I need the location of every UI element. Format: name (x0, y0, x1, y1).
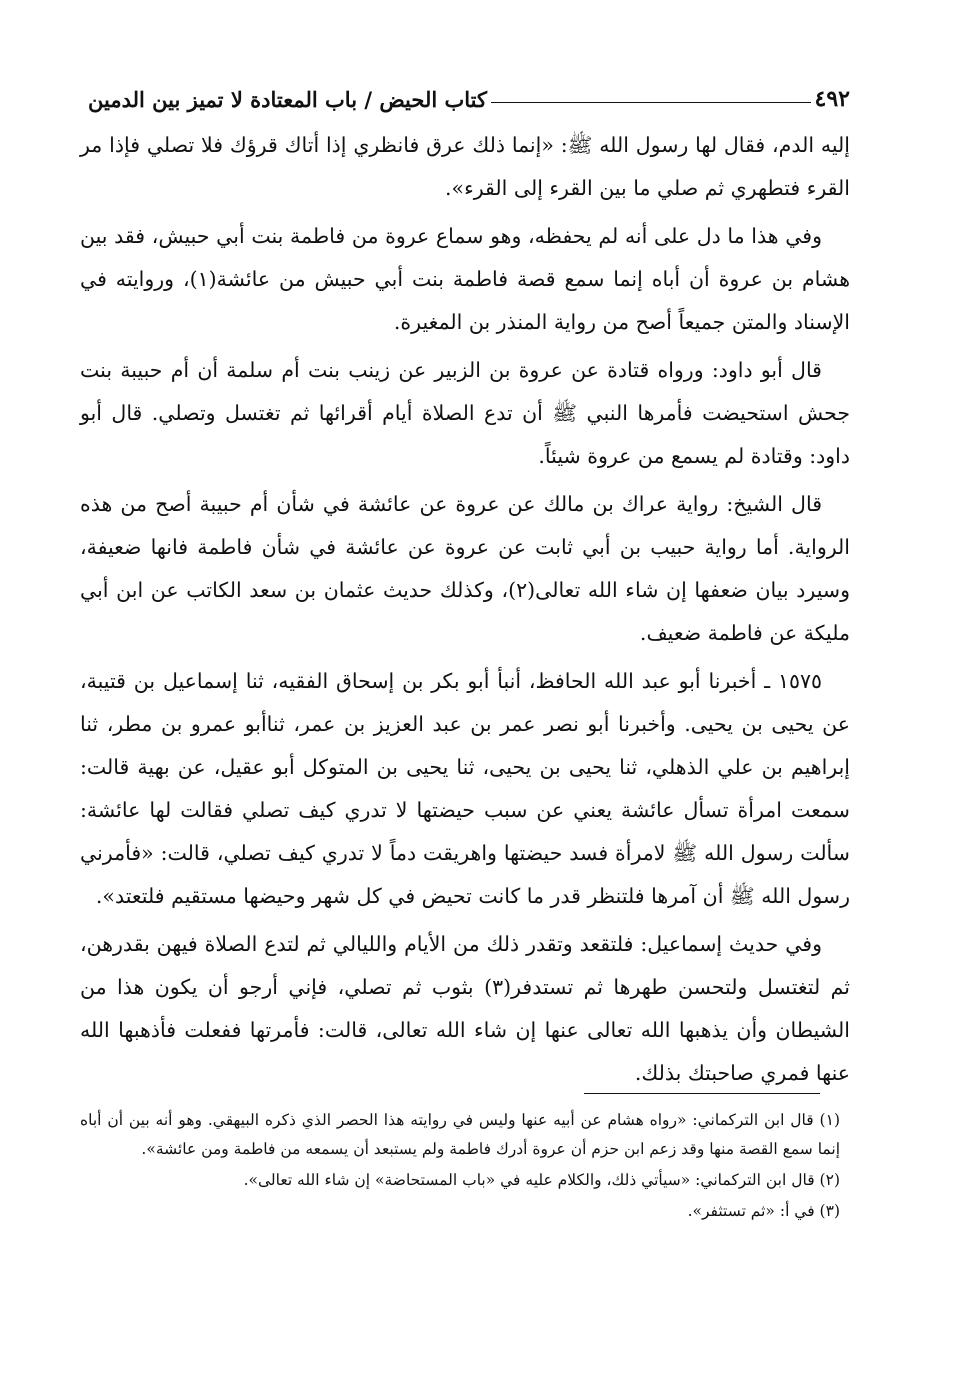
header-rule (491, 102, 811, 103)
footnotes (80, 1106, 840, 1228)
footnote: (٣) في أ: «ثم تستثفر». (687, 1202, 840, 1220)
hadith-paragraph: ١٥٧٥ ـ أخبرنا أبو عبد الله الحافظ، أنبأ أبو بكر بن إسحاق الفقيه، ثنا إسماعيل بن قتيبة، عن يحيى بن يحيى. وأخبرنا أبو نصر عمر بن عبد العزيز بن عمر، ثناأبو عمرو بن مطر، ثنا إبراهيم بن علي الذهلي، ثنا يحيى بن يحيى، ثنا يحيى بن المتوكل أبو عقيل، عن بهية قالت: سمعت امرأة تسأل عائشة يعني عن سبب حيضتها لا تدري كيف تصلي فقالت لها عائشة: سألت رسول الله ﷺ لامرأة فسد حيضتها واهريقت دماً لا تدري كيف تصلي، قالت: «فأمرني رسول الله ﷺ أن آمرها فلتنظر قدر ما كانت تحيض في كل شهر وحيضها مستقيم فلتعتد». (80, 669, 850, 908)
paragraph: وفي هذا ما دل على أنه لم يحفظه، وهو سماع عروة من فاطمة بنت أبي حبيش، فقد بين هشام بن عروة أن أباه إنما سمع قصة فاطمة بنت أبي حبيش من عائشة(١)، وروايته في الإسناد والمتن جميعاً أصح من رواية المنذر بن المغيرة. (80, 224, 850, 334)
paragraph: قال الشيخ: رواية عراك بن مالك عن عروة عن عائشة في شأن أم حبيبة أصح من هذه الرواية. أما رواية حبيب بن أبي ثابت عن عروة عن عائشة في شأن فاطمة فانها ضعيفة، وسيرد بيان ضعفها إن شاء الله تعالى(٢)، وكذلك حديث عثمان بن سعد الكاتب عن ابن أبي مليكة عن فاطمة ضعيف. (80, 492, 850, 645)
main-text (80, 124, 850, 1100)
footnote: (٢) قال ابن التركماني: «سيأتي ذلك، والكلام عليه في «باب المستحاضة» إن شاء الله تعالى». (243, 1171, 840, 1189)
running-title: كتاب الحيض / باب المعتادة لا تميز بين الدمين (88, 87, 487, 112)
page-header (80, 68, 850, 112)
paragraph: إليه الدم، فقال لها رسول الله ﷺ: «إنما ذلك عرق فانظري إذا أتاك قرؤك فلا تصلي فإذا مر القرء فتطهري ثم صلي ما بين القرء إلى القرء». (80, 133, 850, 200)
page-number: ٤٩٢ (814, 86, 850, 112)
footnote: (١) قال ابن التركماني: «رواه هشام عن أبيه عنها وليس في روايته هذا الحصر الذي ذكره البيهقي. وهو أنه بين أن أباه إنما سمع القصة منها وقد زعم ابن حزم أن عروة أدرك فاطمة ولم يستبعد أن يسمعه من فاطمة ومن عائشة». (80, 1111, 840, 1158)
paragraph: وفي حديث إسماعيل: فلتقعد وتقدر ذلك من الأيام والليالي ثم لتدع الصلاة فيهن بقدرهن، ثم لتغتسل ولتحسن طهرها ثم تستدفر(٣) بثوب ثم تصلي، فإني أرجو أن يكون هذا من الشيطان وأن يذهبها الله تعالى عنها إن شاء الله تعالى، قالت: فأمرتها ففعلت فأذهبها الله عنها فمري صاحبتك بذلك. (80, 932, 850, 1085)
paragraph: قال أبو داود: ورواه قتادة عن عروة بن الزبير عن زينب بنت أم سلمة أن أم حبيبة بنت جحش استحيضت فأمرها النبي ﷺ أن تدع الصلاة أيام أقرائها ثم تغتسل وتصلي. قال أبو داود: وقتادة لم يسمع من عروة شيئاً. (80, 358, 850, 468)
footnote-separator (584, 1093, 820, 1094)
